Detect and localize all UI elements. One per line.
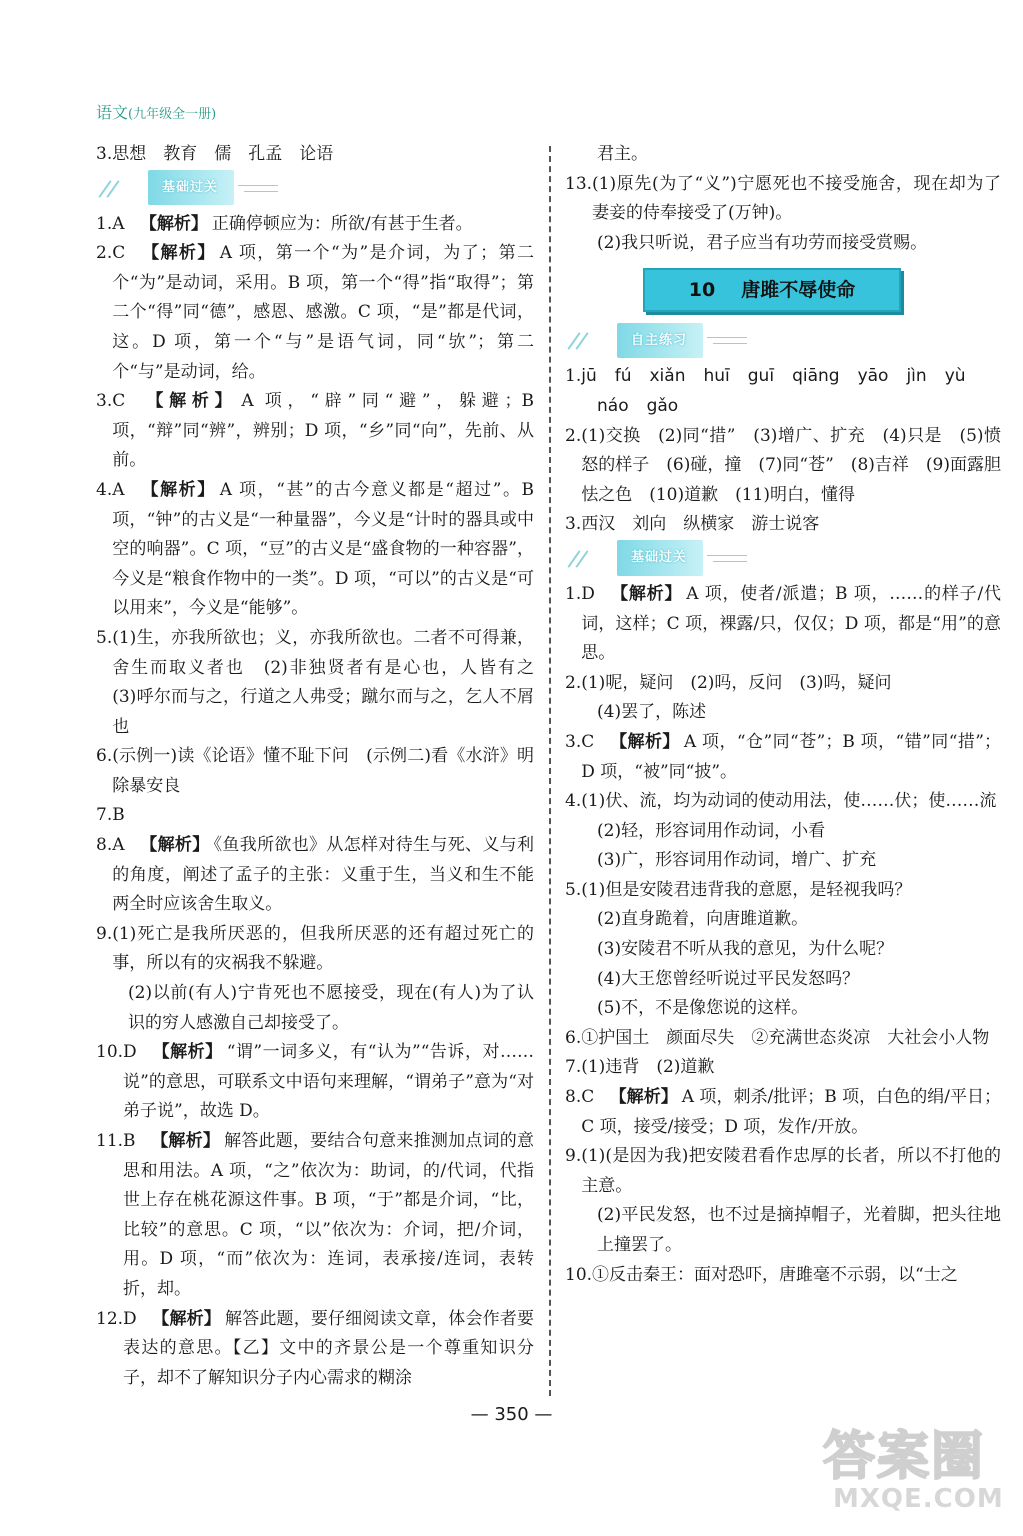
pinyin-syllable: yù	[944, 366, 966, 387]
item-number: 2.	[565, 672, 582, 693]
pinyin-syllable: xiǎn	[649, 366, 686, 387]
pinyin-syllable: qiāng	[792, 366, 840, 387]
lesson-title-box	[643, 268, 901, 312]
item-text: ①护国土 颜面尽失 ②充满世态炎凉 大社会小人物	[581, 1027, 990, 1048]
answer-item	[565, 580, 1001, 669]
pinyin-syllable: fú	[614, 366, 632, 387]
item-number: 3.	[565, 731, 582, 752]
item-text: (2)直身跪着，向唐雎道歉。	[597, 909, 809, 930]
analysis-marker: 【解析】	[152, 1042, 223, 1063]
item-number: 11.	[96, 1131, 124, 1151]
item-text: D 【解析】 “谓”一词多义，有“认为”“告诉，对……说”的意思，可联系文中语句来理解，“谓弟子”意为“对弟子说”，故选 D。	[123, 1042, 534, 1122]
answer-item	[565, 1024, 1001, 1054]
section-banner	[565, 538, 1001, 578]
answer-item	[96, 742, 534, 801]
answer-item	[565, 510, 1001, 540]
answer-item	[565, 698, 1001, 728]
answer-item	[96, 831, 534, 920]
answer-item	[565, 846, 1001, 876]
pinyin-item	[565, 362, 1001, 392]
analysis-marker: 【解析】	[142, 243, 216, 264]
answer-item	[96, 920, 534, 979]
item-number: 9.	[96, 923, 113, 944]
item-number: 3.	[96, 391, 113, 412]
item-number: 3.	[565, 514, 582, 535]
item-number: 4.	[565, 791, 582, 812]
banner-label: 基础过关	[617, 540, 703, 576]
pinyin-syllable: guī	[747, 366, 775, 387]
right-answer-list	[565, 580, 1001, 1290]
section-banner	[96, 168, 534, 208]
item-text: (2)轻，形容词用作动词，小看	[597, 820, 826, 841]
answer-item	[565, 669, 1001, 699]
banner-label: 自主练习	[617, 323, 703, 359]
item-text: (2)以前(有人)宁肯死也不愿接受，现在(有人)为了认识的穷人感激自己却接受了。	[128, 983, 534, 1033]
analysis-marker: 【解析】	[146, 391, 238, 412]
item-number: 2.	[96, 243, 113, 264]
item-text: A 【解析】 《鱼我所欲也》从怎样对待生与死、义与利的角度，阐述了孟子的主张：义重于生，当义和生不能两全时应该舍生取义。	[112, 835, 535, 915]
item-number: 3.	[96, 144, 113, 164]
item-number: 6.	[565, 1027, 582, 1048]
answer-item	[96, 801, 534, 831]
analysis-marker: 【解析】	[611, 583, 683, 604]
answer-item	[565, 876, 1001, 906]
item-number: 1.	[96, 213, 113, 234]
banner-label: 基础过关	[148, 170, 234, 206]
item-text: (1)伏、流，均为动词的使动用法，使……伏；使……流	[581, 791, 997, 812]
answer-item	[565, 422, 1001, 511]
pinyin-syllable: yāo	[857, 366, 889, 387]
answer-item	[565, 935, 1001, 965]
analysis-marker: 【解析】	[610, 731, 680, 752]
banner-slash-icon	[565, 547, 589, 569]
item-number: 6.	[96, 746, 113, 767]
item-text: (3)安陵君不听从我的意见，为什么呢？	[597, 939, 894, 960]
item-text: (2)平民发怒，也不过是摘掉帽子，光着脚，把头往地上撞罢了。	[597, 1205, 1001, 1255]
watermark-url: MXQE.COM	[833, 1484, 1004, 1514]
continuation-line	[565, 140, 1001, 170]
item-text: B 【解析】 解答此题，要结合句意来推测加点词的意思和用法。A 项，“之”依次为：助词，的/代词，代指世上存在桃花源这件事。B 项，“于”都是介词，“比，比较”的意思。C 项，“以”依次为：介词，把/介词，用。D 项，“而”依次为：连词，表承接/连词，表转折，却。	[123, 1131, 535, 1299]
item-text: (5)不，不是像您说的这样。	[597, 998, 809, 1019]
answer-item	[565, 787, 1001, 817]
item-number: 8.	[96, 835, 113, 856]
item-number: 1.	[565, 583, 582, 604]
answer-item	[565, 1201, 1001, 1260]
item-text: (4)大王您曾经听说过平民发怒吗？	[597, 968, 860, 989]
lesson-title: 唐雎不辱使命	[741, 278, 856, 301]
item-number: 13.	[565, 173, 593, 194]
answer-item	[565, 1083, 1001, 1142]
answer-item	[565, 994, 1001, 1024]
analysis-marker: 【解析】	[141, 479, 216, 500]
left-intro-list	[96, 140, 534, 170]
right-column	[565, 140, 1001, 1290]
item-text: (3)广，形容词用作动词，增广、扩充	[597, 850, 877, 871]
subject-label: 语文	[96, 103, 129, 122]
answer-item	[565, 905, 1001, 935]
item-text: 西汉 刘向 纵横家 游士说客	[581, 514, 820, 535]
item-number: 10.	[96, 1042, 124, 1063]
answer-item	[96, 210, 534, 240]
pinyin-syllable: gǎo	[646, 395, 679, 416]
left-answer-list	[96, 210, 551, 1394]
banner-lines-icon	[238, 177, 278, 199]
item-text: C 【解析】 A 项，“辟”同“避”，躲避；B 项，“辩”同“辨”，辨别；D 项，“乡”同“向”，先前、从前。	[112, 391, 534, 471]
lesson-number: 10	[688, 278, 716, 301]
item-number: 4.	[96, 479, 113, 500]
item-text: (1)死亡是我所厌恶的，但我所厌恶的还有超过死亡的事，所以有的灾祸我不躲避。	[112, 923, 534, 974]
answer-item	[565, 1261, 1001, 1291]
answer-item	[96, 1038, 534, 1127]
pinyin-syllable: náo	[597, 395, 629, 416]
item-number: 7.	[96, 805, 113, 826]
answer-item	[565, 728, 1001, 787]
item-text: (2)我只听说，君子应当有功劳而接受赏赐。	[597, 232, 928, 253]
answer-item	[565, 1053, 1001, 1083]
page-number: — 350 —	[470, 1404, 553, 1425]
answer-item	[565, 817, 1001, 847]
item-text: (1)违背 (2)道歉	[581, 1057, 715, 1078]
answer-item	[96, 476, 534, 624]
answer-item	[96, 140, 534, 170]
analysis-marker: 【解析】	[152, 1308, 221, 1329]
item-number: 5.	[565, 879, 582, 900]
answer-item	[96, 624, 551, 742]
right-q13-list	[565, 170, 1001, 259]
item-text: C 【解析】 A 项，“仓”同“苍”；B 项，“错”同“措”；D 项，“被”同“披”。	[581, 731, 1001, 782]
pinyin-syllable: jìn	[906, 366, 927, 387]
pinyin-list	[581, 362, 1001, 392]
answer-item	[96, 387, 534, 476]
answer-item	[96, 1127, 534, 1305]
pinyin-list-2	[565, 392, 1001, 422]
item-text: B	[112, 805, 125, 826]
item-text: (1)交换 (2)同“措” (3)增广、扩充 (4)只是 (5)愤怒的样子 (6)碰，撞 (7)同“苍” (8)吉祥 (9)面露胆怯之色 (10)道歉 (11)明白，懂得	[581, 425, 1001, 505]
item-text: 思想 教育 儒 孔孟 论语	[112, 144, 334, 164]
item-number: 12.	[96, 1308, 124, 1329]
answer-item	[565, 170, 1001, 229]
item-number: 2.	[565, 425, 582, 446]
column-divider	[549, 146, 551, 1396]
continuation-text: 君主。	[597, 144, 648, 164]
item-text: D 【解析】 A 项，使者/派遣；B 项，……的样子/代词，这样；C 项，裸露/只，仅仅；D 项，都是“用”的意思。	[581, 583, 1001, 664]
item-text: (示例一)读《论语》懂不耻下问 (示例二)看《水浒》明除暴安良	[112, 746, 534, 796]
banner-slash-icon	[96, 177, 120, 199]
answer-item	[565, 965, 1001, 995]
pinyin-syllable: huī	[703, 366, 730, 387]
banner-lines-icon	[707, 329, 747, 351]
answer-item	[565, 229, 1001, 259]
item-text: A 【解析】 正确停顿应为：所欲/有甚于生者。	[112, 213, 473, 234]
answer-item	[96, 1305, 534, 1394]
right-practice-list	[565, 422, 1001, 540]
item-text: C 【解析】 A 项，刺杀/批评；B 项，白色的绢/平日；C 项，接受/接受；D 项，发作/开放。	[581, 1087, 1001, 1137]
item-text: A 【解析】 A 项，“甚”的古今意义都是“超过”。B 项，“钟”的古义是“一种量器”，今义是“计时的器具或中空的响器”。C 项，“豆”的古义是“盛食物的一种容器”，今义是“粮食作物中的一类”。D 项，“可以”的古义是“可以用来”，今义是“能够”。	[112, 479, 535, 619]
item-text: ①反击秦王：面对恐吓，唐雎毫不示弱，以“士之	[592, 1264, 958, 1285]
item-number: 10.	[565, 1264, 593, 1285]
analysis-marker: 【解析】	[140, 835, 210, 856]
watermark-logo	[823, 1414, 1004, 1514]
answer-item	[96, 239, 534, 387]
answer-item	[565, 1142, 1001, 1201]
section-banner	[565, 320, 1001, 360]
left-column	[96, 140, 551, 1393]
answer-item	[96, 979, 534, 1038]
item-text: (1)呢，疑问 (2)吗，反问 (3)吗，疑问	[581, 672, 892, 693]
analysis-marker: 【解析】	[151, 1131, 221, 1151]
banner-slash-icon	[565, 329, 589, 351]
item-number: 1.	[565, 366, 582, 387]
item-number: 7.	[565, 1057, 582, 1078]
item-text: (1)(是因为我)把安陵君看作忠厚的长者，所以不打他的主意。	[581, 1146, 1001, 1196]
watermark-text: 答案圈	[823, 1427, 986, 1487]
analysis-marker: 【解析】	[609, 1087, 678, 1108]
page-header	[96, 100, 216, 123]
item-text: C 【解析】 A 项，第一个“为”是介词，为了；第二个“为”是动词，采用。B 项，第一个“得”指“取得”；第二个“得”同“德”，感恩、感激。C 项，“是”都是代词，这。D 项，第一个“与”是语气词，同“欤”；第二个“与”是动词，给。	[112, 243, 534, 382]
item-number: 8.	[565, 1087, 582, 1108]
item-text: (1)但是安陵君违背我的意愿，是轻视我吗？	[581, 879, 912, 900]
item-number: 5.	[96, 627, 113, 648]
item-number: 9.	[565, 1146, 582, 1167]
pinyin-syllable: jū	[581, 366, 597, 387]
grade-label: (九年级全一册)	[128, 107, 217, 122]
analysis-marker: 【解析】	[139, 213, 208, 234]
item-text: D 【解析】 解答此题，要仔细阅读文章，体会作者要表达的意思。【乙】文中的齐景公是一个尊重知识分子，却不了解知识分子内心需求的糊涂	[123, 1308, 535, 1388]
item-text: (4)罢了，陈述	[597, 702, 707, 723]
item-text: (1)原先(为了“义”)宁愿死也不接受施舍，现在却为了妻妾的侍奉接受了(万钟)。	[592, 173, 1001, 224]
banner-lines-icon	[707, 547, 747, 569]
item-text: (1)生，亦我所欲也；义，亦我所欲也。二者不可得兼，舍生而取义者也 (2)非独贤者有是心也，人皆有之 (3)呼尔而与之，行道之人弗受；蹴尔而与之，乞人不屑也	[112, 627, 551, 737]
